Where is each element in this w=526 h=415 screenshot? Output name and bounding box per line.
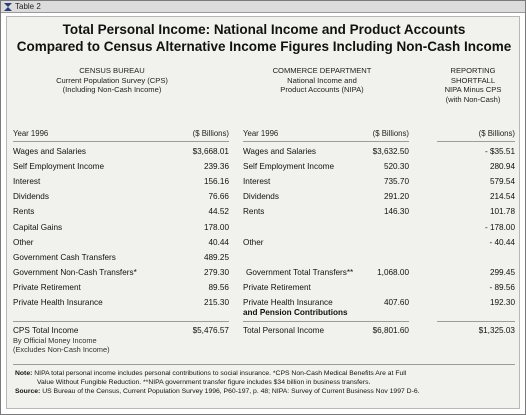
nipa-row-label: Private Retirement	[243, 283, 311, 292]
census-header-line: (Including Non-Cash Income)	[62, 85, 162, 94]
shortfall-header-line: SHORTFALL	[450, 75, 496, 85]
note-label: Note:	[15, 370, 33, 377]
table-title-line1: Total Personal Income: National Income and Product Accounts	[62, 22, 466, 37]
census-row-label: Private Health Insurance	[13, 298, 103, 307]
census-row-label: Dividends	[13, 192, 49, 201]
nipa-row-label: Private Health Insurance	[243, 298, 333, 307]
nipa-row-label: Wages and Salaries	[243, 147, 316, 156]
window-titlebar[interactable]	[1, 1, 525, 13]
source-line	[15, 387, 515, 396]
commerce-header-line: Product Accounts (NIPA)	[280, 85, 364, 94]
note-text: NIPA total personal income includes personal contributions to social insurance. *CPS Non-Cash Medical Benefits Are at Full	[34, 370, 407, 377]
nipa-row-value: $3,632.50	[372, 147, 409, 156]
nipa-total-label: Total Personal Income	[243, 326, 325, 335]
nipa-year-label: Year 1996	[243, 129, 279, 138]
nipa-row-label: and Pension Contributions	[243, 308, 348, 317]
shortfall-total-value: $1,325.03	[478, 326, 515, 335]
shortfall-header	[431, 66, 515, 104]
shortfall-header-rule	[437, 141, 515, 142]
shortfall-value: - 178.00	[484, 223, 515, 232]
census-header-rule	[13, 141, 229, 142]
shortfall-value: - 40.44	[489, 238, 515, 247]
nipa-row-value: 407.60	[383, 298, 409, 307]
shortfall-value: 280.94	[489, 162, 515, 171]
nipa-row-value: 291.20	[383, 192, 409, 201]
census-row-label: Private Retirement	[13, 283, 81, 292]
census-row-value: 89.56	[208, 283, 229, 292]
source-label: Source:	[15, 388, 41, 395]
nipa-row-value: 1,068.00	[377, 268, 409, 277]
census-header	[47, 66, 177, 95]
commerce-header-line: National Income and	[287, 75, 357, 85]
census-total-label: CPS Total Income	[13, 326, 79, 335]
census-row-label: Government Cash Transfers	[13, 253, 116, 262]
nipa-row-value: 520.30	[383, 162, 409, 171]
census-total-sub: By Official Money Income	[13, 336, 97, 345]
census-header-line: Current Population Survey (CPS)	[56, 75, 168, 85]
census-row-label: Self Employment Income	[13, 162, 105, 171]
nipa-row-label: Rents	[243, 207, 265, 216]
shortfall-value: 192.30	[489, 298, 515, 307]
shortfall-header-line: NIPA Minus CPS	[444, 85, 502, 94]
nipa-header-rule	[243, 141, 409, 142]
census-row-label: Other	[13, 238, 34, 247]
commerce-header-line: COMMERCE DEPARTMENT	[272, 66, 372, 75]
census-row-value: 156.16	[203, 177, 229, 186]
census-total-value: $5,476.57	[192, 326, 229, 335]
nipa-row-label: Dividends	[243, 192, 279, 201]
commerce-header	[257, 66, 387, 95]
note-line-2: Value Without Fungible Reduction. **NIPA government transfer figure includes $34 billion in business transfers.	[37, 379, 371, 386]
nipa-row-label: Self Employment Income	[243, 162, 335, 171]
shortfall-value: 214.54	[489, 192, 515, 201]
note-line	[15, 369, 515, 378]
census-row-value: 40.44	[208, 238, 229, 247]
census-row-value: 44.52	[208, 207, 229, 216]
nipa-row-label: Government Total Transfers**	[246, 268, 354, 277]
census-header-line: CENSUS BUREAU	[79, 66, 145, 75]
shortfall-value: 101.78	[489, 207, 515, 216]
census-row-label: Wages and Salaries	[13, 147, 86, 156]
shortfall-units-label: ($ Billions)	[478, 129, 515, 138]
nipa-total-value: $6,801.60	[372, 326, 409, 335]
table-notes	[15, 369, 515, 396]
source-text: US Bureau of the Census, Current Population Survey 1996, P60-197, p. 48; NIPA: Survey of Current Business Nov 1997 D-6.	[42, 388, 420, 395]
nipa-row-label: Interest	[243, 177, 271, 186]
census-units-label: ($ Billions)	[192, 129, 229, 138]
nipa-units-label: ($ Billions)	[372, 129, 409, 138]
shortfall-value: 579.54	[489, 177, 515, 186]
window-app-icon	[4, 3, 12, 11]
window-title: Table 2	[15, 2, 41, 11]
notes-rule	[13, 364, 515, 365]
census-total-rule	[13, 321, 229, 322]
nipa-row-label: Other	[243, 238, 264, 247]
census-row-value: 239.36	[203, 162, 229, 171]
shortfall-value: - $35.51	[484, 147, 515, 156]
census-row-value: 279.30	[203, 268, 229, 277]
nipa-row-value: 146.30	[383, 207, 409, 216]
census-row-value: 178.00	[203, 223, 229, 232]
census-row-label: Capital Gains	[13, 223, 63, 232]
shortfall-value: - 89.56	[489, 283, 515, 292]
shortfall-header-line: REPORTING	[450, 66, 496, 75]
census-row-label: Interest	[13, 177, 41, 186]
table-title-line2: Compared to Census Alternative Income Figures Including Non-Cash Income	[16, 39, 512, 54]
table-title	[7, 21, 521, 55]
census-row-label: Government Non-Cash Transfers*	[13, 268, 137, 277]
census-total-sub: (Excludes Non-Cash Income)	[13, 345, 110, 354]
nipa-total-rule	[243, 321, 409, 322]
shortfall-total-rule	[437, 321, 515, 322]
census-row-value: 215.30	[203, 298, 229, 307]
census-row-value: 76.66	[208, 192, 229, 201]
census-row-label: Rents	[13, 207, 35, 216]
table-panel	[6, 16, 520, 409]
shortfall-value: 299.45	[489, 268, 515, 277]
nipa-row-value: 735.70	[383, 177, 409, 186]
census-row-value: $3,668.01	[192, 147, 229, 156]
shortfall-header-line: (with Non-Cash)	[445, 94, 501, 104]
census-year-label: Year 1996	[13, 129, 49, 138]
census-row-value: 489.25	[203, 253, 229, 262]
